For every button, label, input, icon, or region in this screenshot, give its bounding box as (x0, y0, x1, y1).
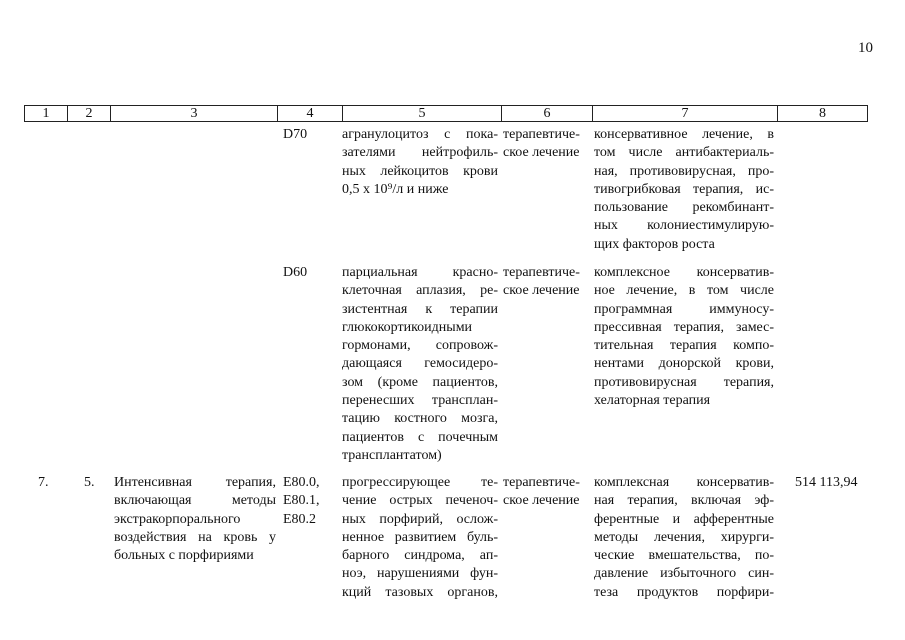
text-line: комплексная консерватив- (594, 475, 774, 490)
icd-code-cell (283, 264, 338, 282)
row-number: 7. (38, 475, 49, 490)
text-line: давление избыточного син- (594, 566, 774, 582)
text-line: тацию костного мозга, (342, 411, 498, 427)
table-header-row (24, 105, 868, 123)
icd-code: E80.1, (283, 493, 320, 509)
text-line: пользование рекомбинант- (594, 200, 774, 216)
text-line: 0,5 x 10⁹/л и ниже (342, 181, 449, 197)
patient-model-cell (342, 264, 498, 465)
header-col-8: 8 (777, 105, 868, 122)
header-col-5: 5 (342, 105, 502, 122)
text-line: прогрессирующее те- (342, 475, 498, 490)
treatment-method-cell (594, 264, 774, 410)
text-line: методы лечения, хирурги- (594, 529, 774, 545)
treatment-method-cell (594, 126, 774, 254)
icd-code: D60 (283, 265, 308, 280)
text-line: ная, противовирусная, про- (594, 163, 774, 179)
text-line: ское лечение (503, 493, 580, 509)
text-line: том числе антибактериаль- (594, 145, 774, 161)
treatment-method-cell (594, 474, 774, 602)
text-line: тивогрибковая терапия, ис- (594, 181, 774, 197)
text-line: программная иммуносу- (594, 301, 774, 317)
text-line: противовирусная терапия, (594, 374, 774, 390)
patient-model-cell (342, 126, 498, 199)
text-line: ское лечение (503, 145, 580, 161)
treatment-type-cell (503, 126, 591, 163)
text-line: ческие вмешательства, по- (594, 548, 774, 564)
text-line: ных порфирий, ослож- (342, 511, 498, 527)
text-line: ферентные и афферентные (594, 511, 774, 527)
text-line: ноэ, нарушениями фун- (342, 566, 498, 582)
icd-code-cell (283, 126, 338, 144)
text-line: зателями нейтрофиль- (342, 145, 498, 161)
text-line: ная терапия, включая эф- (594, 493, 774, 509)
icd-code: E80.0, (283, 475, 320, 490)
header-col-7: 7 (592, 105, 778, 122)
text-line: пациентов с почечным (342, 429, 498, 445)
patient-model-cell (342, 474, 498, 602)
text-line: кций тазовых органов, (342, 584, 498, 600)
group-number: 5. (84, 475, 95, 490)
text-line: клеточная аплазия, ре- (342, 283, 498, 299)
text-line: ненное развитием буль- (342, 529, 498, 545)
icd-code-cell (283, 474, 338, 529)
text-line: воздействия на кровь у (114, 529, 276, 545)
page-number: 10 (858, 40, 873, 56)
text-line: терапевтиче- (503, 127, 580, 142)
text-line: нентами донорской крови, (594, 356, 774, 372)
text-line: ных лейкоцитов крови (342, 163, 498, 179)
text-line: агранулоцитоз с пока- (342, 127, 498, 142)
treatment-type-cell (503, 264, 591, 301)
text-line: терапевтиче- (503, 475, 580, 490)
text-line: зистентная к терапии (342, 301, 498, 317)
text-line: ное лечение, в том числе (594, 283, 774, 299)
header-col-4: 4 (277, 105, 343, 122)
text-line: глюкокортикоидными (342, 319, 473, 335)
text-line: барного синдрома, ап- (342, 548, 498, 564)
text-line: консервативное лечение, в (594, 127, 774, 142)
treatment-type-cell (503, 474, 591, 511)
header-col-1: 1 (24, 105, 68, 122)
text-line: терапевтиче- (503, 265, 580, 280)
care-type-name-cell (114, 474, 276, 565)
text-line: парциальная красно- (342, 265, 498, 280)
text-line: прессивная терапия, замес- (594, 319, 774, 335)
text-line: щих факторов роста (594, 236, 715, 252)
text-line: гормонами, сопровож- (342, 338, 498, 354)
text-line: экстракорпорального (114, 511, 241, 527)
header-col-3: 3 (110, 105, 278, 122)
text-line: ское лечение (503, 283, 580, 299)
text-line: включающая методы (114, 493, 276, 509)
text-line: Интенсивная терапия, (114, 475, 276, 490)
text-line: теза продуктов порфири- (594, 584, 774, 600)
text-line: чение острых печеноч- (342, 493, 498, 509)
text-line: хелаторная терапия (594, 393, 711, 409)
text-line: перенесших трансплан- (342, 393, 498, 409)
text-line: комплексное консерватив- (594, 265, 774, 280)
icd-code: E80.2 (283, 511, 317, 527)
text-line: зом (кроме пациентов, (342, 374, 498, 390)
text-line: тительная терапия компо- (594, 338, 774, 354)
text-line: дающаяся гемосидеро- (342, 356, 498, 372)
header-col-2: 2 (67, 105, 111, 122)
header-col-6: 6 (501, 105, 593, 122)
text-line: трансплантатом) (342, 447, 442, 463)
text-line: больных с порфириями (114, 548, 254, 564)
text-line: ных колониестимулирую- (594, 218, 774, 234)
icd-code: D70 (283, 127, 308, 142)
cost-value: 514 113,94 (795, 475, 858, 490)
